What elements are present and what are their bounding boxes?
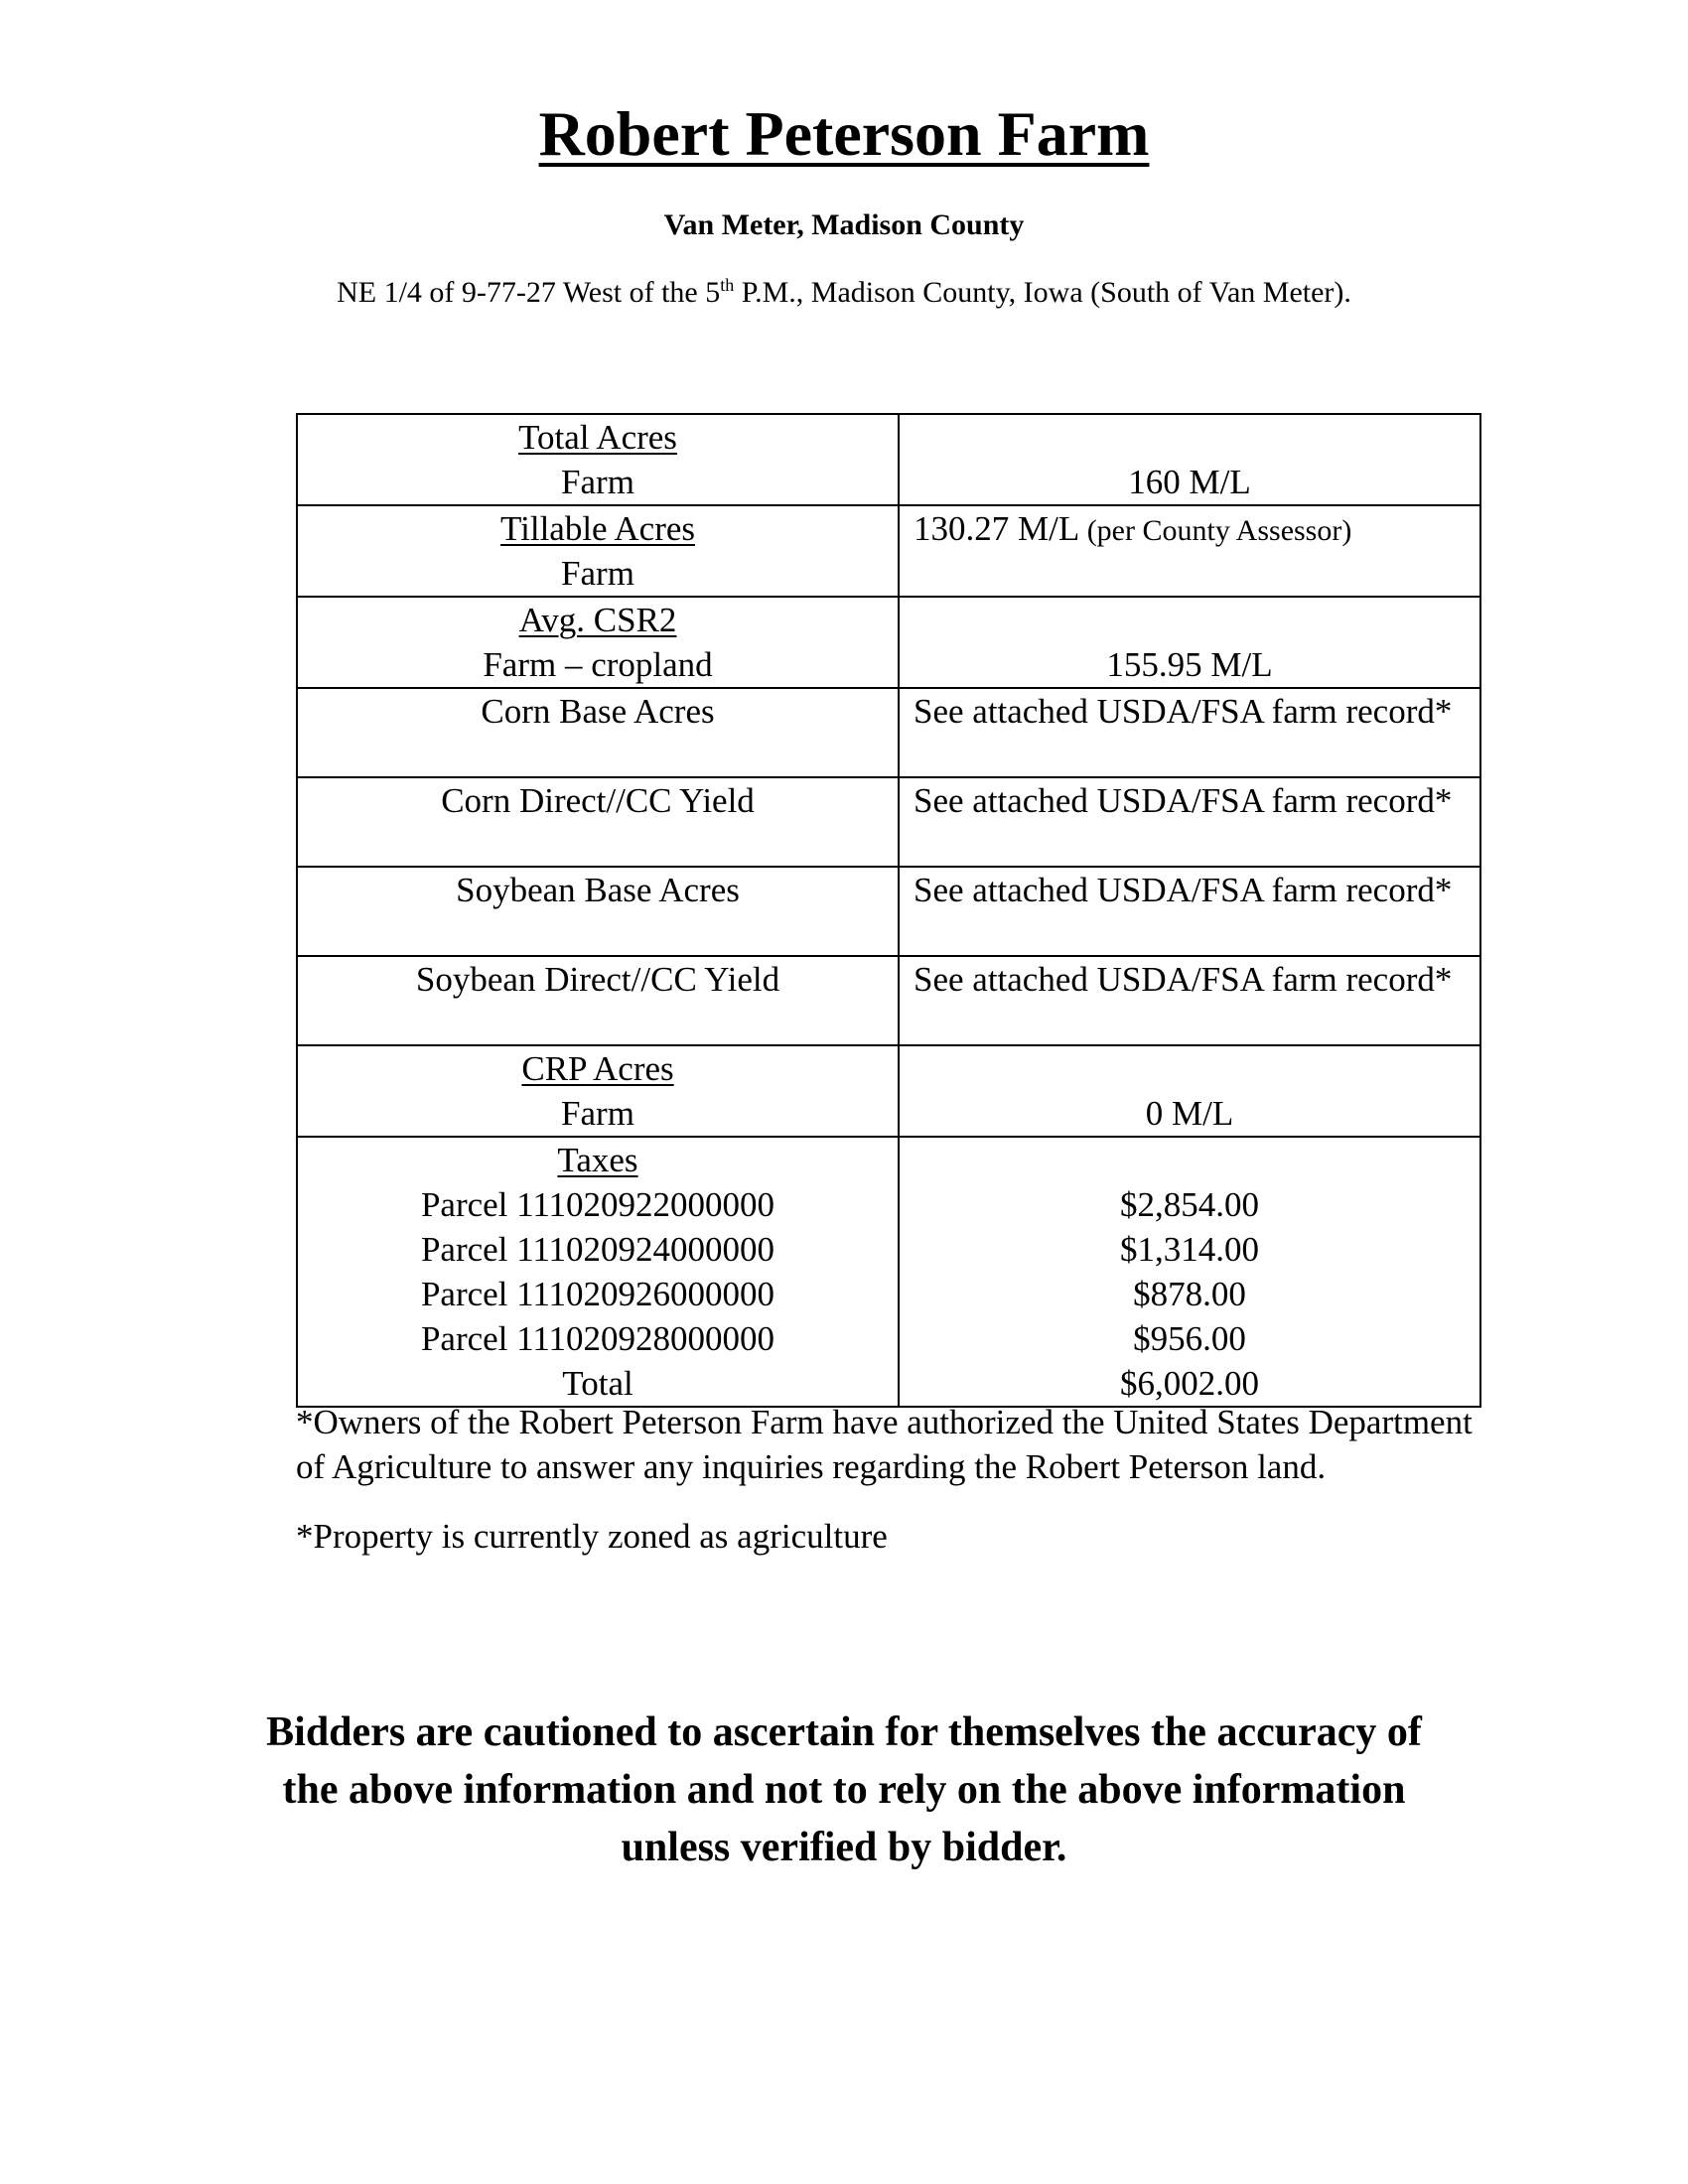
taxes-heading: Taxes: [557, 1141, 638, 1179]
total-acres-heading: Total Acres: [518, 418, 677, 457]
legal-description-post: P.M., Madison County, Iowa (South of Van Meter).: [734, 276, 1351, 309]
parcel-label-3: Parcel 111020926000000: [420, 1275, 775, 1313]
crp-acres-heading: CRP Acres: [521, 1049, 674, 1088]
tillable-acres-value-cell: [899, 505, 1480, 597]
taxes-heading-spacer: [900, 1138, 1479, 1182]
taxes-label-cell: [297, 1137, 899, 1407]
table-row-total-acres: [297, 414, 1480, 505]
total-acres-value: 160 M/L: [899, 414, 1480, 505]
taxes-total-label: Total: [562, 1364, 633, 1403]
parcel-amount-1: $2,854.00: [1120, 1185, 1259, 1224]
usda-note: *Owners of the Robert Peterson Farm have authorized the United States Department of Agriculture to answer any inquiries regarding the Robert Peterson land.: [296, 1403, 1473, 1486]
crp-acres-label-cell: [297, 1045, 899, 1137]
csr2-value: 155.95 M/L: [899, 597, 1480, 688]
tillable-acres-label-cell: [297, 505, 899, 597]
table-row-tillable-acres: [297, 505, 1480, 597]
corn-yield-value: See attached USDA/FSA farm record*: [899, 777, 1480, 867]
table-row-taxes: [297, 1137, 1480, 1407]
parcel-label-2: Parcel 111020924000000: [420, 1230, 775, 1269]
csr2-label-cell: [297, 597, 899, 688]
bidder-caution: [0, 1704, 1688, 1876]
parcel-amount-3: $878.00: [1133, 1275, 1246, 1313]
tillable-acres-note: (per County Assessor): [1086, 514, 1352, 547]
crp-acres-value: 0 M/L: [899, 1045, 1480, 1137]
csr2-sub: Farm – cropland: [483, 645, 713, 684]
parcel-amount-4: $956.00: [1133, 1319, 1246, 1358]
soy-yield-label: Soybean Direct//CC Yield: [297, 956, 899, 1045]
taxes-value-cell: [899, 1137, 1480, 1407]
legal-description: [0, 276, 1688, 310]
total-acres-label-cell: [297, 414, 899, 505]
legal-description-sup: th: [720, 275, 735, 295]
corn-base-value: See attached USDA/FSA farm record*: [899, 688, 1480, 777]
corn-base-label: Corn Base Acres: [297, 688, 899, 777]
total-acres-sub: Farm: [561, 463, 634, 501]
table-row-corn-yield: [297, 777, 1480, 867]
tillable-acres-heading: Tillable Acres: [499, 509, 696, 548]
table-row-crp-acres: [297, 1045, 1480, 1137]
soy-yield-value: See attached USDA/FSA farm record*: [899, 956, 1480, 1045]
csr2-heading: Avg. CSR2: [518, 601, 677, 639]
caution-line-1: Bidders are cautioned to ascertain for themselves the accuracy of: [266, 1709, 1422, 1755]
table-row-corn-base: [297, 688, 1480, 777]
page-title: Robert Peterson Farm: [538, 98, 1150, 169]
caution-line-3: unless verified by bidder.: [621, 1825, 1067, 1870]
zoning-note: *Property is currently zoned as agriculture: [296, 1517, 888, 1556]
table-row-soy-base: [297, 867, 1480, 956]
taxes-total-amount: $6,002.00: [1120, 1364, 1259, 1403]
location-subtitle: Van Meter, Madison County: [663, 208, 1025, 241]
soy-base-value: See attached USDA/FSA farm record*: [899, 867, 1480, 956]
parcel-label-4: Parcel 111020928000000: [420, 1319, 775, 1358]
soy-base-label: Soybean Base Acres: [297, 867, 899, 956]
footnotes: [296, 1400, 1487, 1583]
farm-info-table: [296, 413, 1481, 1408]
caution-line-2: the above information and not to rely on the above information: [282, 1767, 1406, 1813]
corn-yield-label: Corn Direct//CC Yield: [297, 777, 899, 867]
tillable-acres-sub: Farm: [561, 554, 634, 593]
legal-description-pre: NE 1/4 of 9-77-27 West of the 5: [337, 276, 721, 309]
tillable-acres-value: 130.27 M/L: [914, 509, 1078, 548]
parcel-label-1: Parcel 111020922000000: [420, 1185, 775, 1224]
parcel-amount-2: $1,314.00: [1120, 1230, 1259, 1269]
crp-acres-sub: Farm: [561, 1094, 634, 1133]
table-row-soy-yield: [297, 956, 1480, 1045]
table-row-csr2: [297, 597, 1480, 688]
